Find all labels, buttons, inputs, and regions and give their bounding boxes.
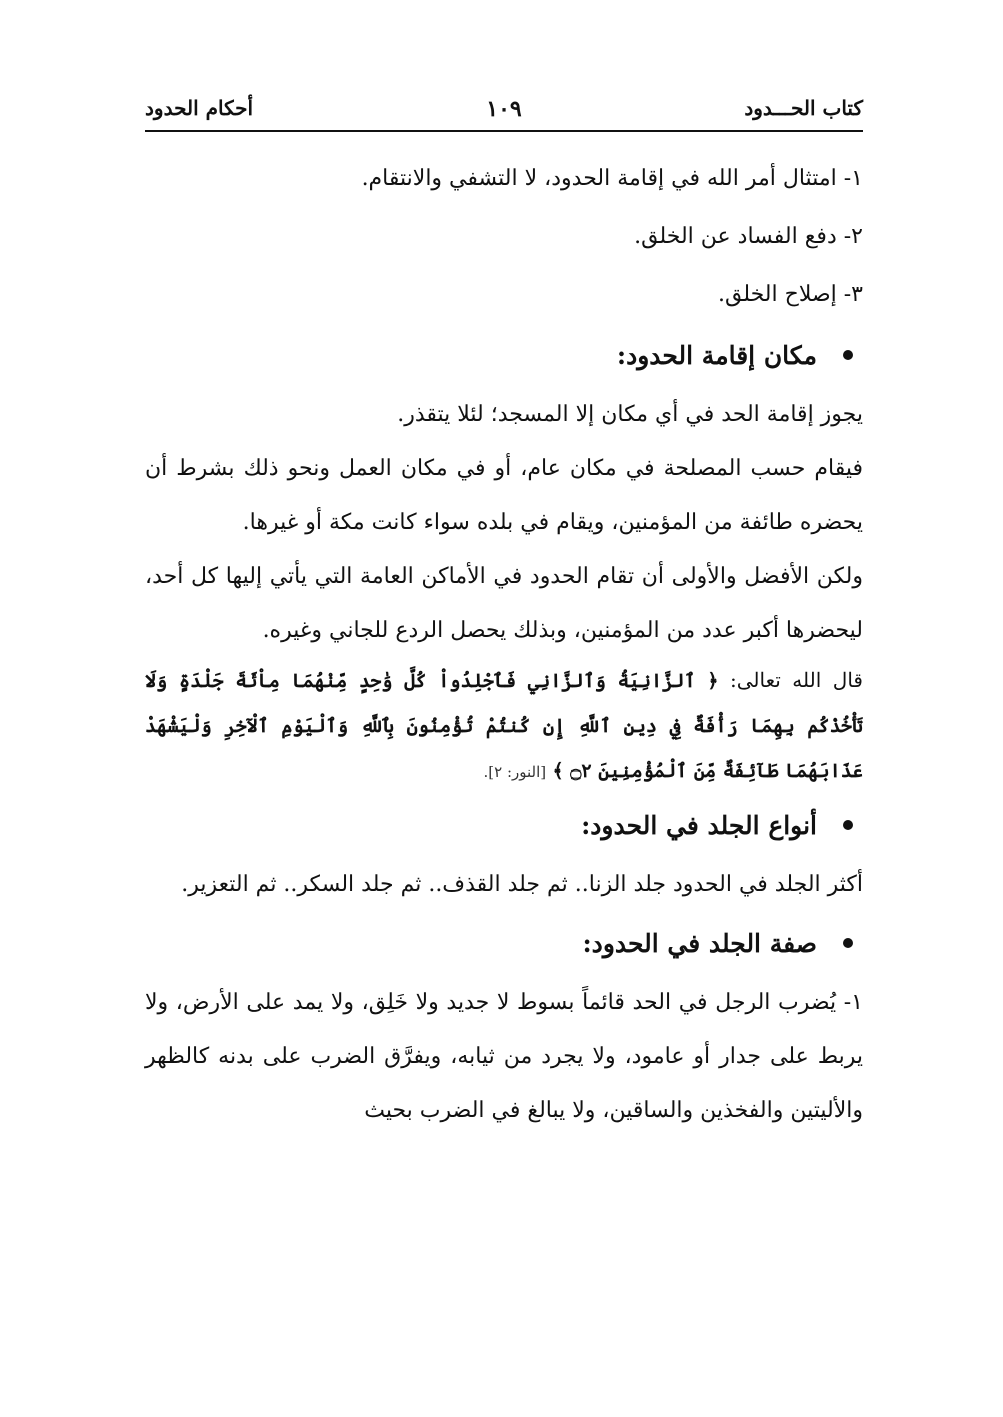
list-item: ١- امتثال أمر الله في إقامة الحدود، لا التشفي والانتقام. — [361, 166, 863, 191]
paragraph: يجوز إقامة الحد في أي مكان إلا المسجد؛ لئلا يتقذر. — [397, 402, 863, 427]
chapter-title: أحكام الحدود — [145, 96, 254, 120]
section-heading-text: مكان إقامة الحدود: — [616, 341, 817, 370]
page-header — [145, 92, 863, 132]
bullet-icon — [843, 938, 853, 948]
bullet-icon — [843, 820, 853, 830]
paragraph: ولكن الأفضل والأولى أن تقام الحدود في الأماكن العامة التي يأتي إليها كل أحد، ليحضرها أكبر عدد من المؤمنين، وبذلك يحصل الردع للجاني وغيره. — [145, 564, 863, 643]
paragraph: ١- يُضرب الرجل في الحد قائماً بسوط لا جديد ولا خَلِق، ولا يمد على الأرض، ولا يربط على جدار أو عامود، ولا يجرد من ثيابه، ويفرَّق الضرب على بدنه كالظهر والأليتين والفخذين والساقين، ولا يبالغ في الضرب بحيث — [145, 990, 863, 1123]
quote-intro: قال الله تعالى: — [729, 668, 863, 692]
section-heading-text: صفة الجلد في الحدود: — [582, 929, 817, 958]
page-body — [145, 150, 863, 1138]
section-heading-method — [145, 912, 863, 976]
section-heading-text: أنواع الجلد في الحدود: — [581, 811, 817, 840]
verse-reference: [النور: ٢]. — [483, 763, 547, 781]
book-title: كتاب الحـــدود — [744, 96, 863, 120]
paragraph: أكثر الجلد في الحدود جلد الزنا.. ثم جلد القذف.. ثم جلد السكر.. ثم التعزير. — [181, 872, 863, 897]
list-item: ٢- دفع الفساد عن الخلق. — [634, 224, 863, 249]
quran-verse: ﴿ ٱلزَّانِيَةُ وَٱلزَّانِي فَٱجْلِدُواْ كُلَّ وَٰحِدٍ مِّنْهُمَا مِاْئَةَ جَلْدَةٍ وَلَا تَأْخُذْكُم بِهِمَا رَأْفَةٌ فِي دِينِ ٱللَّهِ إِن كُنتُمْ تُؤْمِنُونَ بِٱللَّهِ وَٱلْيَوْمِ ٱلْآخِرِ وَلْيَشْهَدْ عَذَابَهُمَا طَآئِفَةٌ مِّنَ ٱلْمُؤْمِنِينَ ۝٢ ﴾ — [145, 670, 863, 782]
section-heading-types — [145, 794, 863, 858]
bullet-icon — [843, 350, 853, 360]
page-number: ١٠٩ — [486, 96, 522, 122]
quran-quote — [145, 658, 863, 794]
section-heading-place — [145, 324, 863, 388]
list-item: ٣- إصلاح الخلق. — [717, 282, 863, 307]
paragraph: فيقام حسب المصلحة في مكان عام، أو في مكان العمل ونحو ذلك بشرط أن يحضره طائفة من المؤمنين، ويقام في بلده سواء كانت مكة أو غيرها. — [145, 456, 863, 535]
